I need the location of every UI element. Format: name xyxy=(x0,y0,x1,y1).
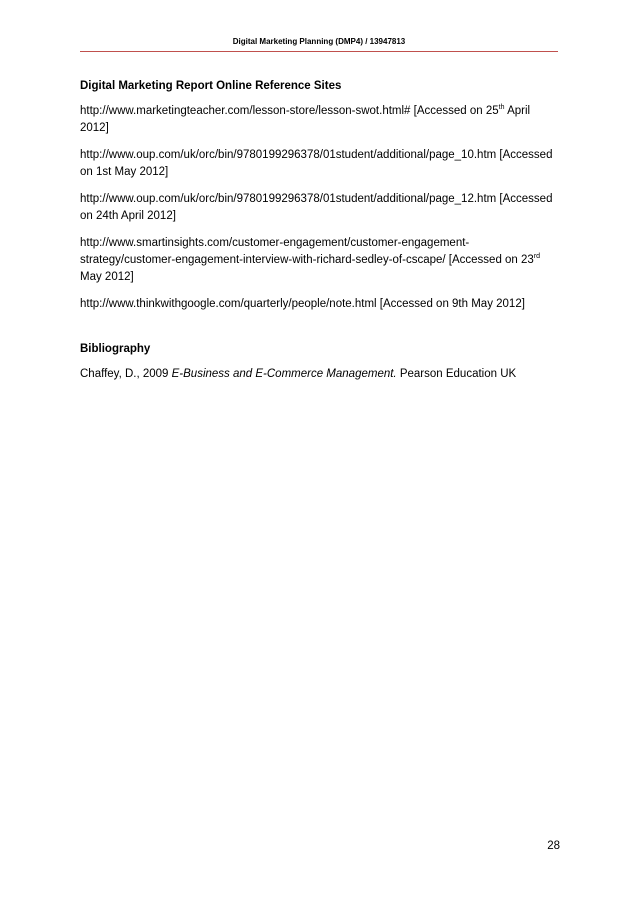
reference-item xyxy=(80,103,560,137)
reference-text: http://www.oup.com/uk/orc/bin/9780199296378/01student/additional/page_10.htm [Accessed on 1st May 2012] xyxy=(80,149,553,178)
reference-item xyxy=(80,147,560,181)
reference-text: http://www.thinkwithgoogle.com/quarterly/people/note.html [Accessed on 9th May 2012] xyxy=(80,298,525,310)
reference-item xyxy=(80,235,560,286)
running-header: Digital Marketing Planning (DMP4) / 13947813 xyxy=(232,37,406,46)
reference-text: http://www.marketingteacher.com/lesson-store/lesson-swot.html# [Accessed on 25 xyxy=(80,105,499,117)
reference-item xyxy=(80,296,560,313)
reference-item xyxy=(80,191,560,225)
header-divider xyxy=(80,51,558,52)
references-heading: Digital Marketing Report Online Reference Sites xyxy=(80,80,342,92)
reference-superscript: th xyxy=(498,104,505,112)
bibliography-heading: Bibliography xyxy=(80,343,151,355)
bibliography-title: E-Business and E-Commerce Management. xyxy=(171,368,397,380)
reference-text: http://www.smartinsights.com/customer-engagement/customer-engagement-strategy/customer-engagement-interview-with-richard-sedley-of-cscape/ [Accessed on 23 xyxy=(80,237,534,266)
reference-tail: April 2012] xyxy=(80,105,531,134)
bibliography-author: Chaffey, D., 2009 xyxy=(80,368,172,380)
section-spacer xyxy=(80,323,560,341)
reference-text: http://www.oup.com/uk/orc/bin/9780199296378/01student/additional/page_12.htm [Accessed on 24th April 2012] xyxy=(80,193,553,222)
page-number: 28 xyxy=(547,840,560,852)
page-body xyxy=(80,78,560,393)
bibliography-entry xyxy=(80,366,560,383)
reference-tail: May 2012] xyxy=(80,271,134,283)
reference-superscript: rd xyxy=(533,253,541,261)
bibliography-publisher: Pearson Education UK xyxy=(396,368,517,380)
